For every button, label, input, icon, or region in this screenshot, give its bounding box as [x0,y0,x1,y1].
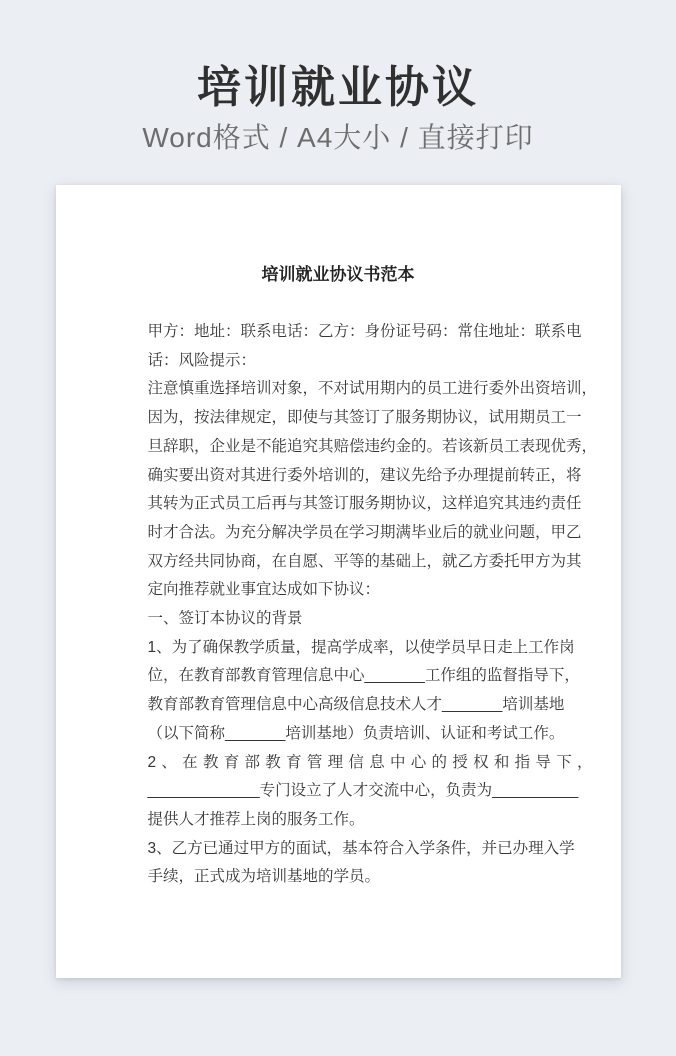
header [0,0,676,156]
document-line: 确实要出资对其进行委外培训的，建议先给予办理提前转正，将 [147,466,582,484]
document-line: 因为，按法律规定，即使与其签订了服务期协议，试用期员工一 [147,409,582,427]
page-title: 培训就业协议 [197,63,479,112]
document-title: 培训就业协议书范本 [261,265,415,284]
document-line: _____________专门设立了人才交流中心，负责为__________ [147,782,579,800]
document-line: 其转为正式员工后再与其签订服务期协议，这样追究其违约责任 [147,495,582,513]
document-line: 甲方：地址：联系电话：乙方：身份证号码：常住地址：联系电 [147,323,582,340]
document-line: 一、签订本协议的背景 [147,610,303,628]
document-line: 时才合法。为充分解决学员在学习期满毕业后的就业问题，甲乙 [147,523,582,541]
document-line: 提供人才推荐上岗的服务工作。 [147,810,365,828]
document-page [56,185,621,978]
page-subtitle: Word格式 / A4大小 / 直接打印 [142,122,534,153]
document-line: 定向推荐就业事宜达成如下协议： [147,581,381,599]
document-line: 位，在教育部教育管理信息中心_______工作组的监督指导下， [147,667,580,685]
document-line: 话：风险提示： [147,351,257,369]
document-line: 1、为了确保教学质量，提高学成率，以使学员早日走上工作岗 [147,638,575,656]
document-line: （以下简称_______培训基地）负责培训、认证和考试工作。 [147,724,565,742]
document-line: 手续，正式成为培训基地的学员。 [147,868,381,886]
document-line: 3、乙方已通过甲方的面试，基本符合入学条件，并已办理入学 [147,839,575,857]
document-line: 双方经共同协商，在自愿、平等的基础上，就乙方委托甲方为其 [147,552,582,570]
document-line: 教育部教育管理信息中心高级信息技术人才_______培训基地 [147,696,565,714]
document-line: 注意慎重选择培训对象，不对试用期内的员工进行委外出资培训， [147,380,598,398]
document-line: 旦辞职，企业是不能追究其赔偿违约金的。若该新员工表现优秀， [147,437,598,455]
document-body [56,318,621,892]
document-line: 2、在教育部教育管理信息中心的授权和指导下， [147,753,593,771]
